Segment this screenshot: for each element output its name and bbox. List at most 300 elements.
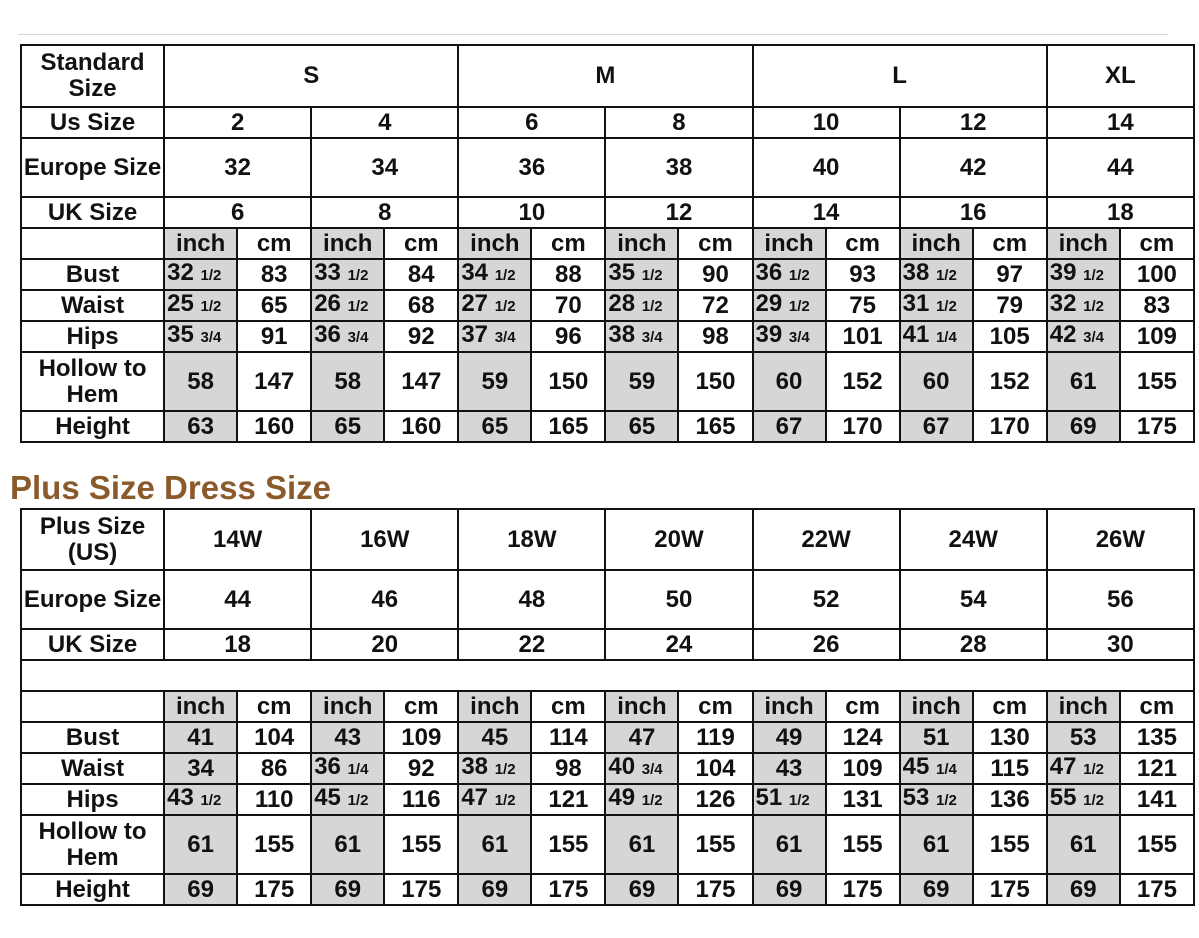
inch-whole: 51 xyxy=(755,784,783,811)
inch-whole: 38 xyxy=(608,321,636,348)
inch-whole: 43 xyxy=(334,723,362,751)
cm-value: 155 xyxy=(1120,815,1194,874)
inch-whole: 61 xyxy=(1069,830,1097,858)
inch-value xyxy=(900,722,973,753)
inch-whole: 69 xyxy=(775,875,803,903)
inch-value xyxy=(1047,290,1120,321)
inch-whole: 36 xyxy=(314,321,341,348)
cm-value: 90 xyxy=(678,259,752,290)
inch-fraction: 1/2 xyxy=(200,298,222,315)
unit-inch: inch xyxy=(311,228,384,259)
inch-whole: 43 xyxy=(167,784,194,811)
uk-size-value: 26 xyxy=(753,629,900,660)
cm-value: 152 xyxy=(826,352,900,411)
cm-value: 110 xyxy=(237,784,311,815)
cm-value: 98 xyxy=(678,321,752,352)
plus-size-value: 14W xyxy=(164,509,311,570)
cm-value: 155 xyxy=(384,815,458,874)
unit-inch: inch xyxy=(1047,228,1120,259)
inch-value xyxy=(605,411,678,442)
us-size-value: 10 xyxy=(753,107,900,138)
inch-fraction: 3/4 xyxy=(788,329,810,346)
inch-fraction: 1/4 xyxy=(936,761,957,778)
inch-value xyxy=(458,259,531,290)
inch-whole: 69 xyxy=(922,875,950,903)
inch-whole: 53 xyxy=(902,784,930,811)
measure-row xyxy=(21,259,1194,290)
inch-value xyxy=(458,753,531,784)
inch-value xyxy=(753,411,826,442)
inch-whole: 45 xyxy=(314,784,341,811)
cm-value: 75 xyxy=(826,290,900,321)
unit-row xyxy=(21,228,1194,259)
inch-fraction: 1/2 xyxy=(1083,267,1104,284)
plus-size-value: 16W xyxy=(311,509,458,570)
inch-value xyxy=(311,411,384,442)
inch-value xyxy=(164,874,237,905)
us-size-value: 8 xyxy=(605,107,752,138)
inch-whole: 34 xyxy=(187,754,214,782)
top-divider xyxy=(18,34,1168,35)
uk-size-label: UK Size xyxy=(21,629,164,660)
cm-value: 114 xyxy=(531,722,605,753)
inch-whole: 67 xyxy=(775,412,803,440)
cm-value: 70 xyxy=(531,290,605,321)
uk-size-value: 6 xyxy=(164,197,311,228)
europe-size-value: 44 xyxy=(1047,138,1194,197)
cm-value: 165 xyxy=(531,411,605,442)
inch-whole: 39 xyxy=(1049,259,1077,286)
unit-inch: inch xyxy=(164,691,237,722)
inch-value xyxy=(1047,722,1120,753)
inch-value xyxy=(900,753,973,784)
unit-cm: cm xyxy=(826,691,900,722)
measure-row xyxy=(21,290,1194,321)
inch-whole: 59 xyxy=(628,367,656,395)
inch-value xyxy=(164,815,237,874)
inch-value xyxy=(164,290,237,321)
inch-whole: 61 xyxy=(481,830,509,858)
measure-label: Waist xyxy=(21,290,164,321)
inch-whole: 65 xyxy=(628,412,656,440)
inch-fraction: 1/2 xyxy=(494,761,516,778)
measure-label: Bust xyxy=(21,722,164,753)
inch-whole: 61 xyxy=(334,830,362,858)
inch-fraction: 1/2 xyxy=(641,298,663,315)
measure-row xyxy=(21,815,1194,874)
inch-value xyxy=(1047,815,1120,874)
us-size-value: 4 xyxy=(311,107,458,138)
cm-value: 104 xyxy=(237,722,311,753)
cm-value: 72 xyxy=(678,290,752,321)
inch-whole: 38 xyxy=(461,753,489,780)
inch-value xyxy=(311,321,384,352)
europe-size-value: 46 xyxy=(311,570,458,629)
measure-label: Bust xyxy=(21,259,164,290)
europe-size-value: 56 xyxy=(1047,570,1194,629)
cm-value: 141 xyxy=(1120,784,1194,815)
inch-whole: 60 xyxy=(775,367,803,395)
uk-size-value: 12 xyxy=(605,197,752,228)
cm-value: 88 xyxy=(531,259,605,290)
europe-size-value: 32 xyxy=(164,138,311,197)
inch-fraction: 1/2 xyxy=(1083,761,1104,778)
inch-value xyxy=(164,411,237,442)
measure-label: Height xyxy=(21,411,164,442)
unit-inch: inch xyxy=(900,228,973,259)
inch-value xyxy=(458,411,531,442)
measure-row xyxy=(21,874,1194,905)
cm-value: 175 xyxy=(237,874,311,905)
inch-whole: 41 xyxy=(902,321,930,348)
inch-value xyxy=(753,753,826,784)
inch-whole: 43 xyxy=(775,754,803,782)
unit-cm: cm xyxy=(384,228,458,259)
inch-value xyxy=(753,352,826,411)
unit-cm: cm xyxy=(973,228,1047,259)
inch-value xyxy=(900,259,973,290)
inch-whole: 41 xyxy=(187,723,214,751)
inch-value xyxy=(900,784,973,815)
us-size-value: 14 xyxy=(1047,107,1194,138)
cm-value: 131 xyxy=(826,784,900,815)
europe-size-row xyxy=(21,138,1194,197)
inch-whole: 69 xyxy=(628,875,656,903)
cm-value: 105 xyxy=(973,321,1047,352)
inch-value xyxy=(458,290,531,321)
measure-row xyxy=(21,411,1194,442)
inch-fraction: 3/4 xyxy=(347,329,369,346)
us-size-value: 12 xyxy=(900,107,1047,138)
cm-value: 150 xyxy=(531,352,605,411)
cm-value: 175 xyxy=(1120,874,1194,905)
inch-whole: 40 xyxy=(608,753,636,780)
us-size-value: 2 xyxy=(164,107,311,138)
cm-value: 135 xyxy=(1120,722,1194,753)
cm-value: 170 xyxy=(826,411,900,442)
measure-row xyxy=(21,352,1194,411)
inch-value xyxy=(164,784,237,815)
uk-size-value: 20 xyxy=(311,629,458,660)
inch-value xyxy=(458,352,531,411)
inch-value xyxy=(900,290,973,321)
inch-value xyxy=(605,722,678,753)
inch-whole: 29 xyxy=(755,290,783,317)
cm-value: 92 xyxy=(384,321,458,352)
cm-value: 155 xyxy=(531,815,605,874)
inch-fraction: 3/4 xyxy=(200,329,222,346)
inch-whole: 45 xyxy=(902,753,930,780)
unit-row xyxy=(21,691,1194,722)
inch-whole: 60 xyxy=(922,367,950,395)
unit-cm: cm xyxy=(384,691,458,722)
inch-whole: 53 xyxy=(1069,723,1097,751)
cm-value: 101 xyxy=(826,321,900,352)
cm-value: 109 xyxy=(384,722,458,753)
inch-whole: 36 xyxy=(314,753,341,780)
inch-value xyxy=(458,722,531,753)
unit-inch: inch xyxy=(753,691,826,722)
inch-value xyxy=(1047,411,1120,442)
standard-size-table xyxy=(20,44,1195,443)
plus-size-label: Plus Size (US) xyxy=(21,509,164,570)
unit-cm: cm xyxy=(1120,691,1194,722)
inch-fraction: 1/2 xyxy=(347,792,369,809)
inch-whole: 65 xyxy=(481,412,509,440)
inch-value xyxy=(753,815,826,874)
inch-fraction: 1/2 xyxy=(347,267,369,284)
inch-value xyxy=(753,722,826,753)
unit-inch: inch xyxy=(605,228,678,259)
inch-whole: 69 xyxy=(481,875,509,903)
inch-whole: 35 xyxy=(167,321,194,348)
europe-size-value: 52 xyxy=(753,570,900,629)
uk-size-value: 10 xyxy=(458,197,605,228)
cm-value: 136 xyxy=(973,784,1047,815)
size-l: L xyxy=(753,45,1047,107)
inch-fraction: 1/4 xyxy=(935,329,957,346)
inch-value xyxy=(311,753,384,784)
europe-size-value: 34 xyxy=(311,138,458,197)
inch-fraction: 1/2 xyxy=(788,267,810,284)
uk-size-value: 16 xyxy=(900,197,1047,228)
europe-size-value: 48 xyxy=(458,570,605,629)
cm-value: 175 xyxy=(678,874,752,905)
inch-value xyxy=(1047,321,1120,352)
inch-whole: 58 xyxy=(187,367,214,395)
inch-whole: 61 xyxy=(775,830,803,858)
cm-value: 175 xyxy=(973,874,1047,905)
uk-size-value: 14 xyxy=(753,197,900,228)
inch-value xyxy=(311,722,384,753)
unit-inch: inch xyxy=(458,228,531,259)
inch-fraction: 1/2 xyxy=(788,792,810,809)
inch-value xyxy=(605,352,678,411)
inch-fraction: 3/4 xyxy=(494,329,516,346)
cm-value: 68 xyxy=(384,290,458,321)
inch-whole: 69 xyxy=(334,875,362,903)
size-xl: XL xyxy=(1047,45,1194,107)
inch-value xyxy=(753,321,826,352)
inch-fraction: 1/2 xyxy=(494,267,516,284)
measure-label: Waist xyxy=(21,753,164,784)
unit-cm: cm xyxy=(826,228,900,259)
cm-value: 109 xyxy=(826,753,900,784)
inch-whole: 36 xyxy=(755,259,783,286)
size-m: M xyxy=(458,45,752,107)
inch-value xyxy=(458,321,531,352)
measure-row xyxy=(21,321,1194,352)
inch-whole: 61 xyxy=(628,830,656,858)
inch-fraction: 1/2 xyxy=(494,792,516,809)
inch-whole: 26 xyxy=(314,290,341,317)
inch-whole: 59 xyxy=(481,367,509,395)
inch-fraction: 1/2 xyxy=(200,792,222,809)
plus-size-value: 22W xyxy=(753,509,900,570)
plus-size-table xyxy=(20,508,1195,906)
measure-label: Hips xyxy=(21,784,164,815)
cm-value: 92 xyxy=(384,753,458,784)
europe-size-value: 50 xyxy=(605,570,752,629)
inch-value xyxy=(1047,352,1120,411)
inch-whole: 27 xyxy=(461,290,489,317)
europe-size-value: 36 xyxy=(458,138,605,197)
cm-value: 121 xyxy=(1120,753,1194,784)
cm-value: 84 xyxy=(384,259,458,290)
measure-label: Hollow to Hem xyxy=(21,352,164,411)
measure-row xyxy=(21,784,1194,815)
plus-size-value: 18W xyxy=(458,509,605,570)
cm-value: 170 xyxy=(973,411,1047,442)
europe-size-value: 44 xyxy=(164,570,311,629)
cm-value: 155 xyxy=(1120,352,1194,411)
cm-value: 175 xyxy=(531,874,605,905)
uk-size-value: 18 xyxy=(1047,197,1194,228)
cm-value: 175 xyxy=(1120,411,1194,442)
plus-size-row xyxy=(21,509,1194,570)
inch-value xyxy=(1047,259,1120,290)
inch-whole: 33 xyxy=(314,259,341,286)
inch-value xyxy=(1047,784,1120,815)
cm-value: 152 xyxy=(973,352,1047,411)
uk-size-value: 30 xyxy=(1047,629,1194,660)
inch-whole: 45 xyxy=(481,723,509,751)
inch-value xyxy=(311,259,384,290)
unit-cm: cm xyxy=(531,691,605,722)
inch-value xyxy=(605,259,678,290)
cm-value: 175 xyxy=(826,874,900,905)
inch-fraction: 1/2 xyxy=(935,267,957,284)
uk-size-value: 8 xyxy=(311,197,458,228)
cm-value: 160 xyxy=(384,411,458,442)
inch-fraction: 1/2 xyxy=(200,267,222,284)
uk-size-value: 24 xyxy=(605,629,752,660)
inch-whole: 47 xyxy=(461,784,489,811)
inch-fraction: 1/2 xyxy=(1083,298,1104,315)
inch-value xyxy=(900,815,973,874)
inch-whole: 47 xyxy=(628,723,656,751)
inch-fraction: 1/2 xyxy=(494,298,516,315)
inch-whole: 32 xyxy=(1049,290,1077,317)
inch-whole: 61 xyxy=(1069,367,1097,395)
europe-size-value: 38 xyxy=(605,138,752,197)
inch-value xyxy=(605,321,678,352)
unit-row-empty xyxy=(21,228,164,259)
cm-value: 160 xyxy=(237,411,311,442)
cm-value: 93 xyxy=(826,259,900,290)
plus-size-value: 20W xyxy=(605,509,752,570)
inch-fraction: 1/2 xyxy=(641,792,663,809)
unit-inch: inch xyxy=(311,691,384,722)
inch-whole: 51 xyxy=(922,723,950,751)
inch-value xyxy=(605,874,678,905)
unit-cm: cm xyxy=(531,228,605,259)
inch-value xyxy=(605,753,678,784)
inch-whole: 35 xyxy=(608,259,636,286)
inch-value xyxy=(164,259,237,290)
uk-size-value: 28 xyxy=(900,629,1047,660)
inch-whole: 34 xyxy=(461,259,489,286)
inch-fraction: 3/4 xyxy=(1083,329,1104,346)
inch-whole: 61 xyxy=(922,830,950,858)
inch-whole: 65 xyxy=(334,412,362,440)
inch-whole: 32 xyxy=(167,259,194,286)
inch-whole: 69 xyxy=(187,875,214,903)
inch-value xyxy=(164,753,237,784)
letter-size-row xyxy=(21,45,1194,107)
inch-value xyxy=(753,290,826,321)
unit-cm: cm xyxy=(1120,228,1194,259)
cm-value: 79 xyxy=(973,290,1047,321)
plus-europe-size-row xyxy=(21,570,1194,629)
measure-label: Hips xyxy=(21,321,164,352)
inch-whole: 37 xyxy=(461,321,489,348)
unit-inch: inch xyxy=(753,228,826,259)
cm-value: 100 xyxy=(1120,259,1194,290)
inch-fraction: 1/2 xyxy=(1083,792,1104,809)
us-size-value: 6 xyxy=(458,107,605,138)
inch-value xyxy=(164,722,237,753)
inch-value xyxy=(458,784,531,815)
inch-whole: 28 xyxy=(608,290,636,317)
plus-size-value: 24W xyxy=(900,509,1047,570)
inch-fraction: 1/2 xyxy=(641,267,663,284)
inch-whole: 25 xyxy=(167,290,194,317)
inch-value xyxy=(753,874,826,905)
cm-value: 116 xyxy=(384,784,458,815)
inch-whole: 58 xyxy=(334,367,362,395)
inch-whole: 61 xyxy=(187,830,214,858)
unit-inch: inch xyxy=(1047,691,1120,722)
inch-value xyxy=(900,352,973,411)
cm-value: 65 xyxy=(237,290,311,321)
inch-whole: 67 xyxy=(922,412,950,440)
inch-value xyxy=(900,874,973,905)
unit-cm: cm xyxy=(678,691,752,722)
inch-whole: 38 xyxy=(902,259,930,286)
plus-size-value: 26W xyxy=(1047,509,1194,570)
inch-value xyxy=(900,321,973,352)
unit-inch: inch xyxy=(164,228,237,259)
inch-value xyxy=(311,815,384,874)
inch-whole: 55 xyxy=(1049,784,1077,811)
cm-value: 155 xyxy=(678,815,752,874)
cm-value: 130 xyxy=(973,722,1047,753)
cm-value: 150 xyxy=(678,352,752,411)
inch-value xyxy=(1047,874,1120,905)
inch-value xyxy=(753,259,826,290)
europe-size-value: 54 xyxy=(900,570,1047,629)
inch-value xyxy=(458,874,531,905)
cm-value: 165 xyxy=(678,411,752,442)
inch-fraction: 3/4 xyxy=(641,761,663,778)
uk-size-value: 18 xyxy=(164,629,311,660)
inch-value xyxy=(753,784,826,815)
inch-whole: 42 xyxy=(1049,321,1077,348)
uk-size-row xyxy=(21,197,1194,228)
cm-value: 115 xyxy=(973,753,1047,784)
unit-inch: inch xyxy=(605,691,678,722)
cm-value: 155 xyxy=(237,815,311,874)
cm-value: 124 xyxy=(826,722,900,753)
cm-value: 98 xyxy=(531,753,605,784)
measure-row xyxy=(21,722,1194,753)
us-size-row xyxy=(21,107,1194,138)
inch-fraction: 1/2 xyxy=(935,298,957,315)
inch-value xyxy=(164,352,237,411)
inch-fraction: 1/2 xyxy=(788,298,810,315)
plus-uk-size-row xyxy=(21,629,1194,660)
